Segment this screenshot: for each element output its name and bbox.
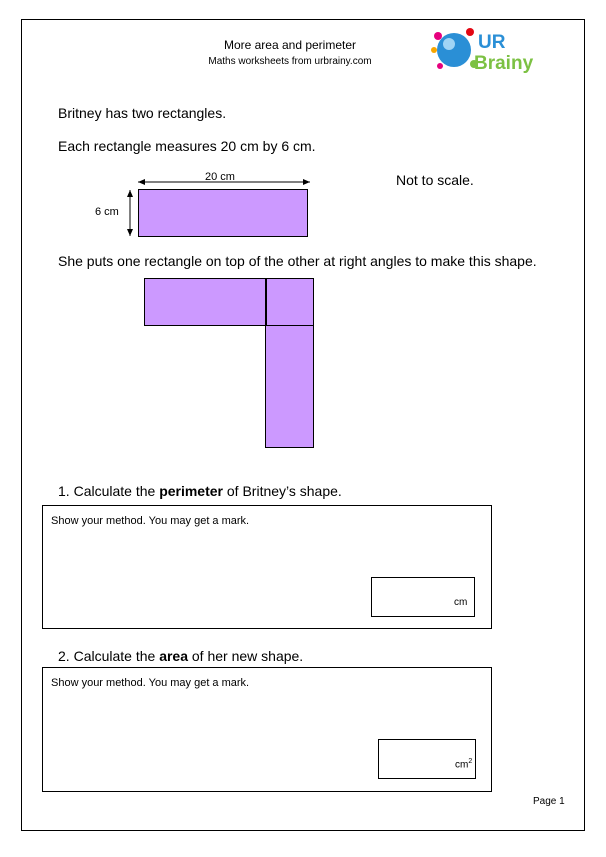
worksheet-title: More area and perimeter <box>223 38 357 52</box>
logo-word-ur: UR <box>478 32 506 53</box>
single-rectangle <box>138 189 308 237</box>
intro-line-3: She puts one rectangle on top of the other at right angles to make this shape. <box>58 253 537 269</box>
question-2-method-note: Show your method. You may get a mark. <box>51 677 250 689</box>
height-label: 6 cm <box>95 206 119 218</box>
question-1-answer-box[interactable] <box>371 577 475 617</box>
urbrainy-logo <box>428 24 550 78</box>
intro-line-2: Each rectangle measures 20 cm by 6 cm. <box>58 138 316 154</box>
question-2-unit: $cm^2$ <box>455 758 473 771</box>
question-2-answer-box[interactable] <box>378 739 476 779</box>
question-1-text: 1. Calculate the perimeter of Britney’s shape. <box>58 483 342 499</box>
question-1-method-note: Show your method. You may get a mark. <box>51 515 250 527</box>
worksheet-subtitle: Maths worksheets from urbrainy.com <box>208 56 372 67</box>
logo-word-brainy: Brainy <box>474 53 534 74</box>
intro-line-1: Britney has two rectangles. <box>58 105 227 121</box>
question-1-unit: cm <box>454 597 468 608</box>
question-2-text: 2. Calculate the area of her new shape. <box>58 648 304 664</box>
page-number: Page 1 <box>533 796 565 807</box>
horizontal-rectangle <box>144 278 314 326</box>
overlap-line <box>265 278 267 326</box>
width-label: 20 cm <box>205 171 235 183</box>
not-to-scale-note: Not to scale. <box>396 172 474 188</box>
